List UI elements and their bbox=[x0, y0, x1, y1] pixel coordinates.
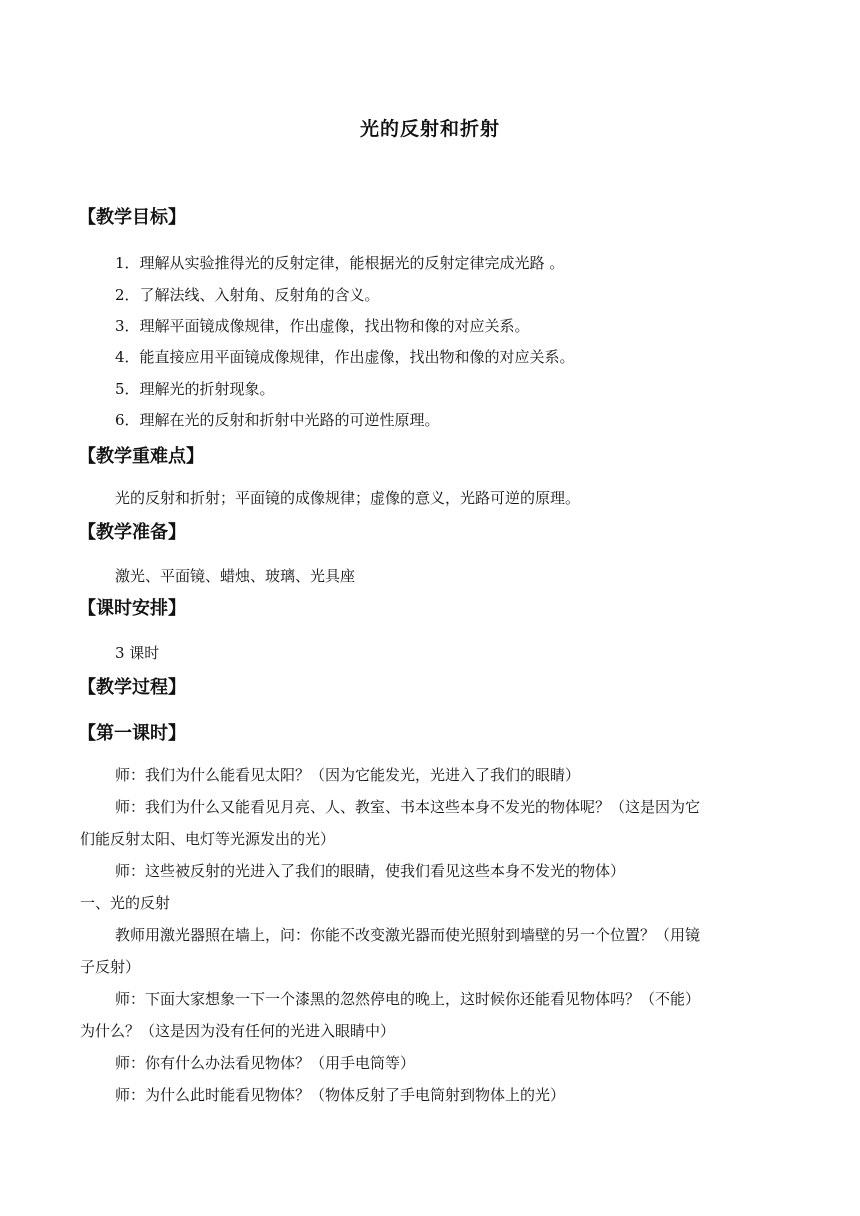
prep-heading: 【教学准备】 bbox=[78, 522, 186, 543]
goal-item: 3．理解平面镜成像规律，作出虚像，找出物和像的对应关系。 bbox=[115, 317, 530, 335]
key-points-text: 光的反射和折射；平面镜的成像规律；虚像的意义，光路可逆的原理。 bbox=[115, 489, 581, 507]
dialogue-line: 子反射） bbox=[80, 958, 141, 976]
goal-item: 5．理解光的折射现象。 bbox=[115, 380, 275, 398]
schedule-text: 3 课时 bbox=[115, 644, 160, 662]
dialogue-line: 为什么？（这是因为没有任何的光进入眼睛中） bbox=[80, 1022, 396, 1040]
dialogue-line: 师：你有什么办法看见物体？（用手电筒等） bbox=[115, 1054, 416, 1072]
dialogue-line: 教师用激光器照在墙上，问：你能不改变激光器而使光照射到墙壁的另一个位置？（用镜 bbox=[115, 926, 701, 944]
dialogue-line: 们能反射太阳、电灯等光源发出的光） bbox=[80, 830, 336, 848]
section-heading-reflection: 一、光的反射 bbox=[80, 894, 171, 912]
lesson1-heading: 【第一课时】 bbox=[78, 723, 186, 744]
dialogue-line: 师：为什么此时能看见物体？（物体反射了手电筒射到物体上的光） bbox=[115, 1086, 566, 1104]
schedule-heading: 【课时安排】 bbox=[78, 598, 186, 619]
goals-heading: 【教学目标】 bbox=[78, 207, 186, 228]
dialogue-line: 师：下面大家想象一下一个漆黑的忽然停电的晚上，这时候你还能看见物体吗？（不能） bbox=[115, 990, 701, 1008]
prep-text: 激光、平面镜、蜡烛、玻璃、光具座 bbox=[115, 567, 356, 585]
dialogue-line: 师：这些被反射的光进入了我们的眼睛，使我们看见这些本身不发光的物体） bbox=[115, 862, 626, 880]
goal-item: 2．了解法线、入射角、反射角的含义。 bbox=[115, 286, 380, 304]
goal-item: 6．理解在光的反射和折射中光路的可逆性原理。 bbox=[115, 411, 440, 429]
process-heading: 【教学过程】 bbox=[78, 677, 186, 698]
goal-item: 1．理解从实验推得光的反射定律，能根据光的反射定律完成光路 。 bbox=[115, 254, 565, 272]
page-title: 光的反射和折射 bbox=[359, 118, 500, 140]
goal-item: 4．能直接应用平面镜成像规律，作出虚像，找出物和像的对应关系。 bbox=[115, 348, 575, 366]
dialogue-line: 师：我们为什么能看见太阳？（因为它能发光，光进入了我们的眼睛） bbox=[115, 766, 581, 784]
dialogue-line: 师：我们为什么又能看见月亮、人、教室、书本这些本身不发光的物体呢？（这是因为它 bbox=[115, 798, 701, 816]
key-points-heading: 【教学重难点】 bbox=[78, 446, 204, 467]
